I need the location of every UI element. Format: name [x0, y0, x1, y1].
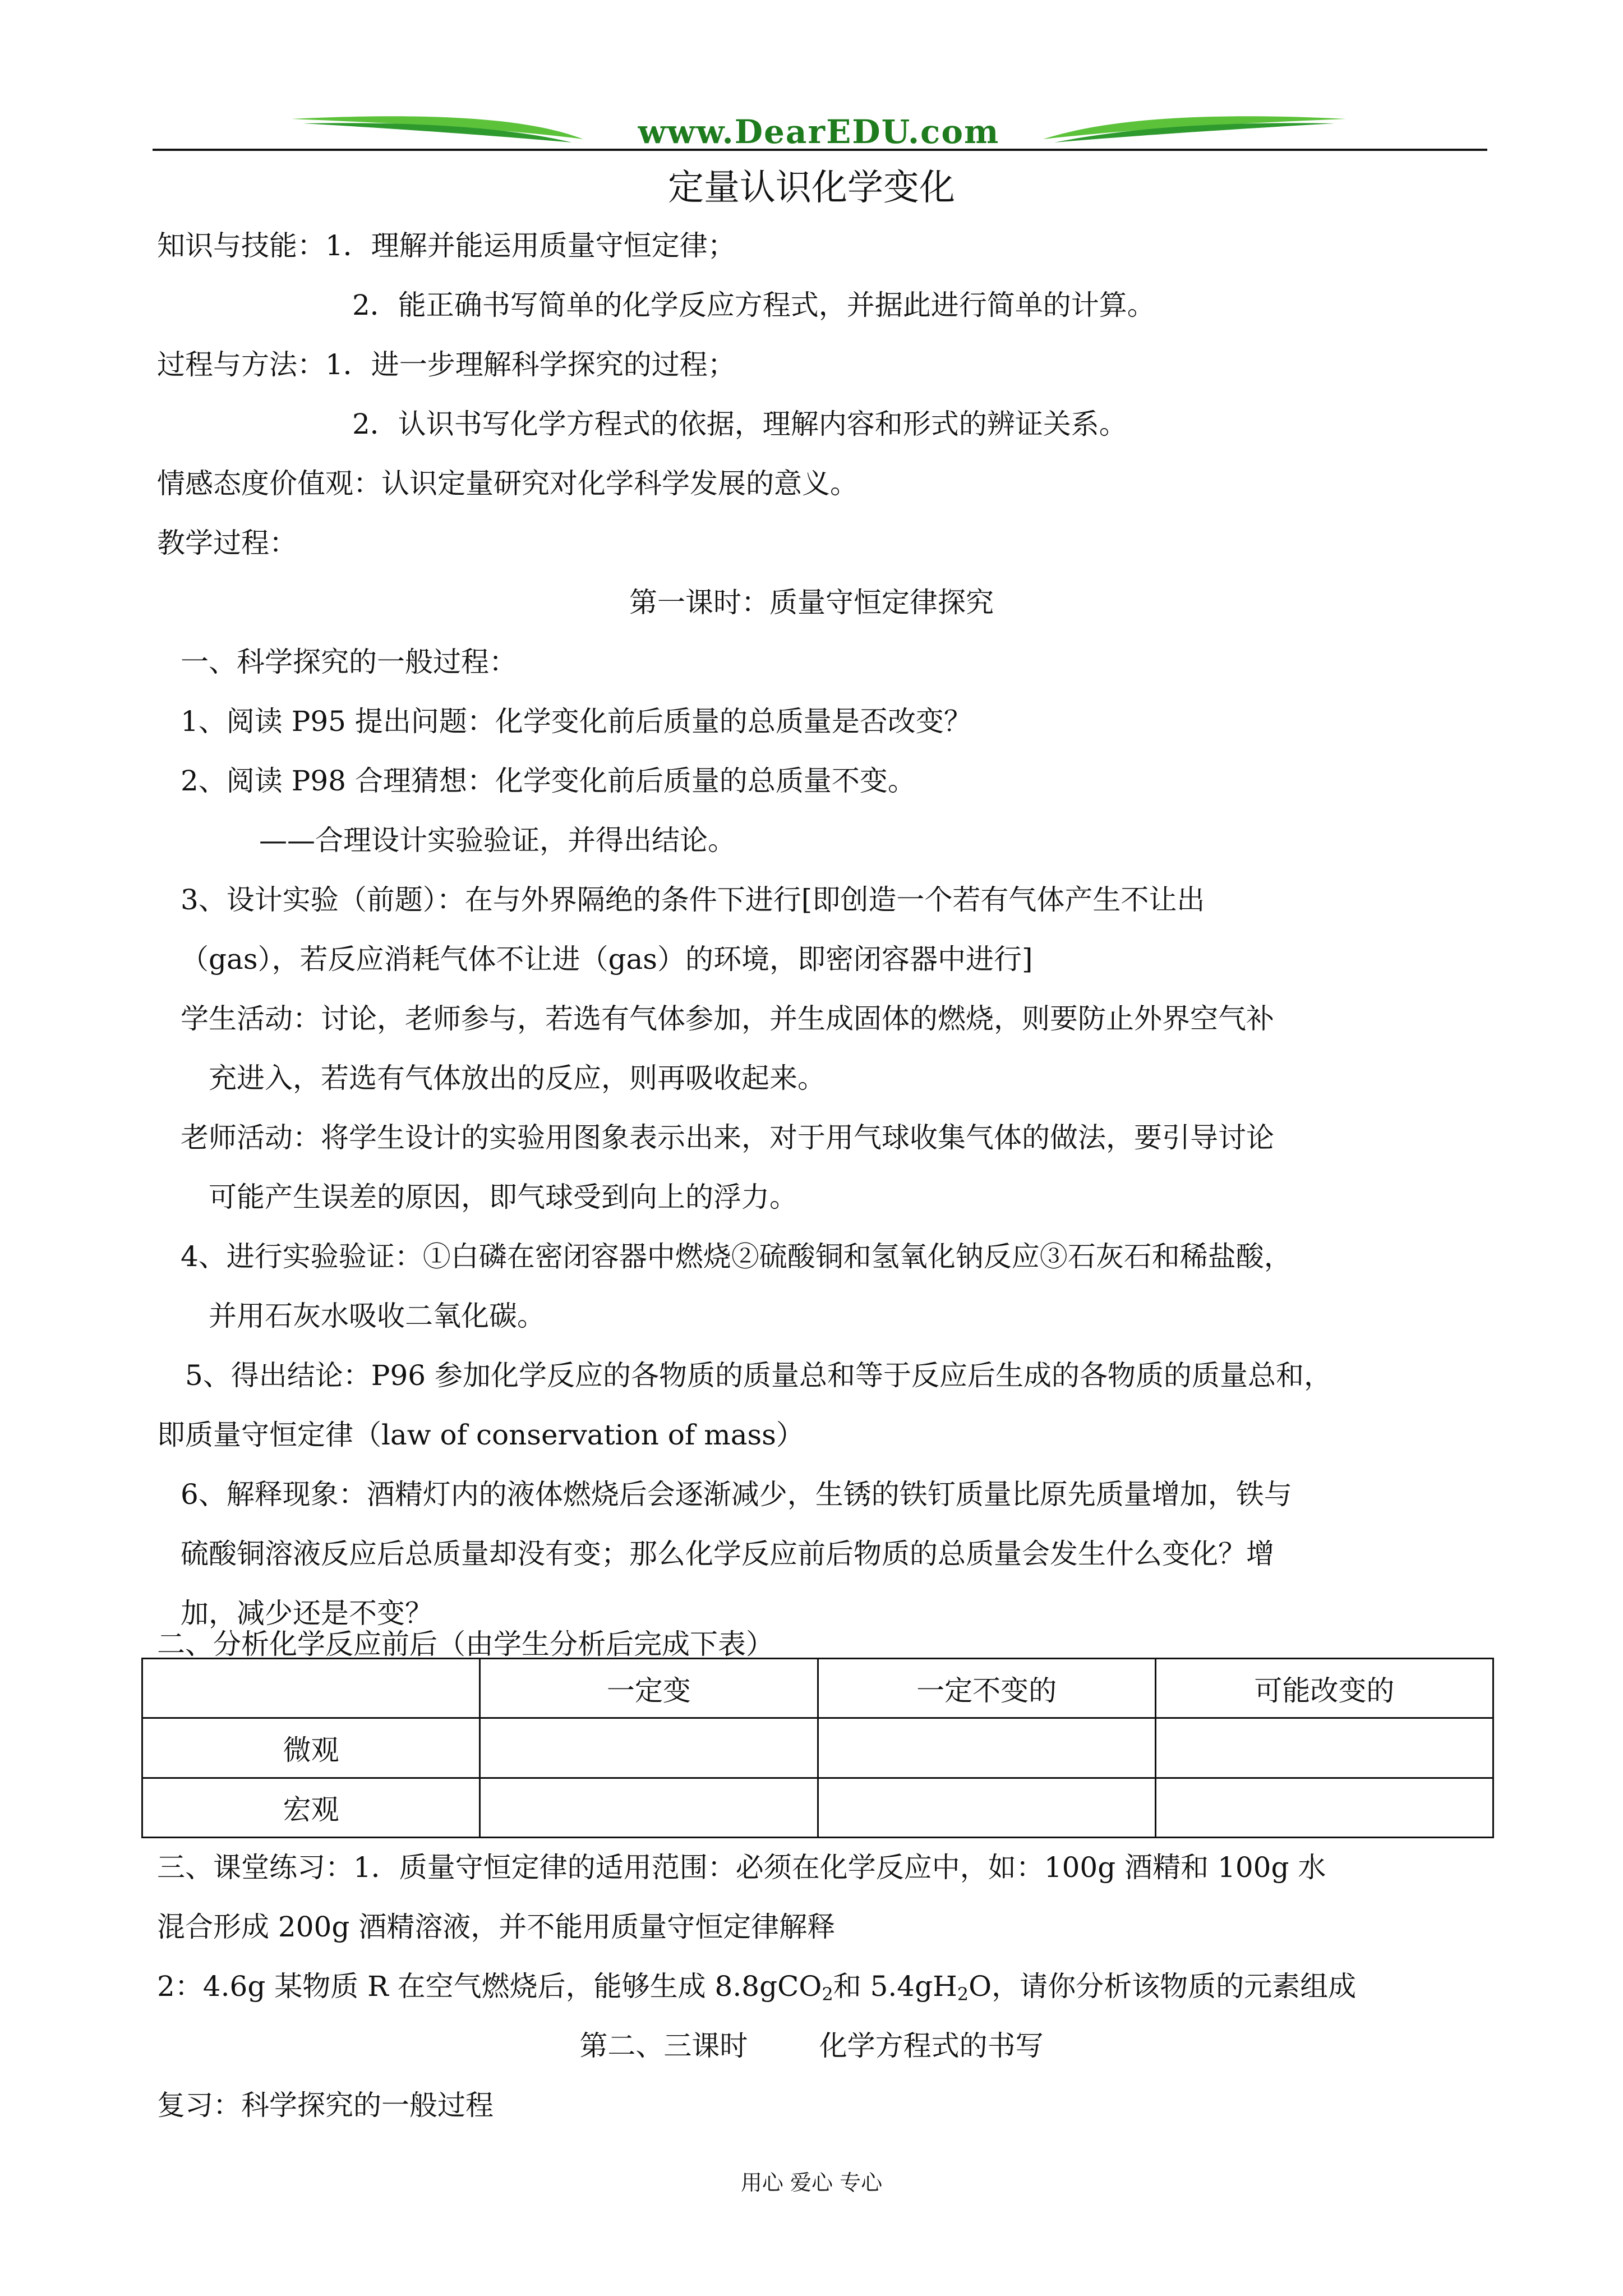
table-cell — [1155, 1778, 1493, 1837]
section-heading: 第一课时：质量守恒定律探究 — [629, 586, 994, 619]
table-cell — [1155, 1718, 1493, 1778]
table-header-cell: 一定不变的 — [818, 1659, 1155, 1718]
text-line: 教学过程： — [157, 527, 297, 559]
table-cell — [818, 1778, 1155, 1837]
text-line: （gas），若反应消耗气体不让进（gas）的环境，即密闭容器中进行] — [181, 943, 1033, 976]
page-title: 定量认识化学变化 — [668, 167, 955, 209]
text-line: 老师活动：将学生设计的实验用图象表示出来，对于用气球收集气体的做法，要引导讨论 — [181, 1121, 1274, 1154]
table-row — [142, 1778, 1493, 1837]
text-line: ——合理设计实验验证，并得出结论。 — [259, 824, 736, 857]
text-line: 并用石灰水吸收二氧化碳。 — [209, 1300, 545, 1332]
text-line: 加，减少还是不变？ — [181, 1597, 433, 1630]
table-header-cell — [142, 1659, 480, 1718]
text-line: 充进入，若选有气体放出的反应，则再吸收起来。 — [209, 1062, 826, 1094]
text-line: 混合形成 200g 酒精溶液，并不能用质量守恒定律解释 — [157, 1911, 836, 1943]
text-line: 2．能正确书写简单的化学反应方程式，并据此进行简单的计算。 — [352, 289, 1155, 321]
table-header-cell: 可能改变的 — [1155, 1659, 1493, 1718]
text-line: 学生活动：讨论，老师参与，若选有气体参加，并生成固体的燃烧，则要防止外界空气补 — [181, 1002, 1274, 1035]
text-line: 6、解释现象：酒精灯内的液体燃烧后会逐渐减少，生锈的铁钉质量比原先质量增加，铁与 — [181, 1478, 1292, 1511]
header-divider — [153, 149, 1487, 151]
table-row-label: 宏观 — [142, 1778, 480, 1837]
text-line: 三、课堂练习：1．质量守恒定律的适用范围：必须在化学反应中，如：100g 酒精和 100g 水 — [157, 1851, 1326, 1884]
table-row — [142, 1718, 1493, 1778]
table-header-cell: 一定变 — [480, 1659, 818, 1718]
text-line: 4、进行实验验证：①白磷在密闭容器中燃烧②硫酸铜和氢氧化钠反应③石灰石和稀盐酸， — [181, 1240, 1292, 1273]
text-line: 硫酸铜溶液反应后总质量却没有变；那么化学反应前后物质的总质量会发生什么变化？增 — [181, 1538, 1274, 1570]
text-line: 1、阅读 P95 提出问题：化学变化前后质量的总质量是否改变？ — [181, 705, 972, 738]
analysis-table — [141, 1658, 1494, 1838]
text-line: 一、科学探究的一般过程： — [181, 646, 517, 678]
table-cell — [818, 1718, 1155, 1778]
section-heading: 第二、三课时 化学方程式的书写 — [579, 2030, 1044, 2062]
table-cell — [480, 1718, 818, 1778]
text-line: 5、得出结论：P96 参加化学反应的各物质的质量总和等于反应后生成的各物质的质量总和， — [185, 1359, 1332, 1392]
text-line: 3、设计实验（前题）：在与外界隔绝的条件下进行[即创造一个若有气体产生不让出 — [181, 884, 1205, 916]
table-header-row — [142, 1659, 1493, 1718]
logo-text: www.DearEDU.com — [638, 113, 1000, 151]
text-line: 情感态度价值观：认识定量研究对化学科学发展的意义。 — [157, 467, 858, 500]
text-line: 知识与技能：1．理解并能运用质量守恒定律； — [157, 229, 736, 262]
table-cell — [480, 1778, 818, 1837]
text-line: 复习：科学探究的一般过程 — [157, 2089, 494, 2122]
table-row-label: 微观 — [142, 1718, 480, 1778]
text-line: 可能产生误差的原因，即气球受到向上的浮力。 — [209, 1181, 797, 1213]
text-line: 过程与方法：1．进一步理解科学探究的过程； — [157, 348, 736, 381]
text-line: 即质量守恒定律（law of conservation of mass） — [157, 1419, 804, 1451]
text-line: 二、分析化学反应前后（由学生分析后完成下表） — [157, 1628, 774, 1660]
text-line: 2、阅读 P98 合理猜想：化学变化前后质量的总质量不变。 — [181, 765, 916, 797]
page-footer: 用心 爱心 专心 — [740, 2170, 883, 2195]
text-line: 2：4.6g 某物质 R 在空气燃烧后，能够生成 8.8gCO$_2$和 $5.4gH_2O$，请你分析该物质的元素组成 — [157, 1970, 1357, 2005]
text-line: 2．认识书写化学方程式的依据，理解内容和形式的辨证关系。 — [352, 408, 1127, 440]
